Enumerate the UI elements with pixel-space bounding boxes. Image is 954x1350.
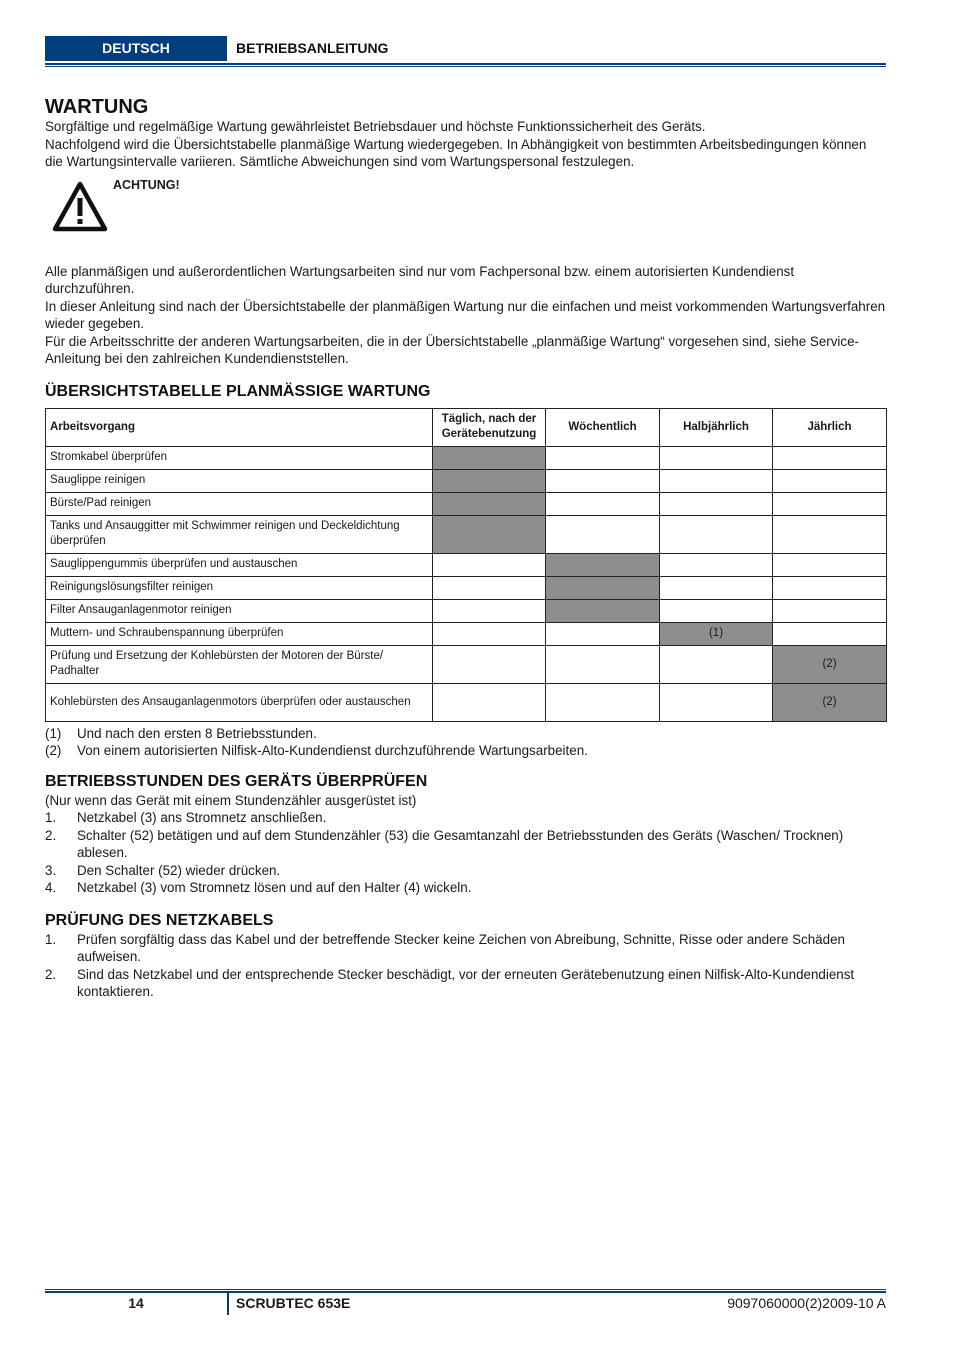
intro-paragraph-1: Sorgfältige und regelmäßige Wartung gewährleistet Betriebsdauer und höchste Funktionssicherheit des Geräts.: [45, 119, 706, 134]
table-body: [46, 446, 887, 721]
footer-rule-thin: [45, 1289, 886, 1290]
task-cell: Muttern- und Schraubenspannung überprüfen: [46, 622, 433, 645]
table-row: [46, 515, 887, 553]
interval-marker-cell: [546, 576, 660, 599]
warning-triangle-icon: [52, 181, 108, 233]
table-footnotes: [45, 725, 886, 760]
col-header-weekly: Wöchentlich: [546, 408, 660, 446]
empty-cell: [660, 576, 773, 599]
empty-cell: [433, 576, 546, 599]
empty-cell: [773, 515, 887, 553]
empty-cell: [660, 446, 773, 469]
empty-cell: [660, 515, 773, 553]
empty-cell: [773, 622, 887, 645]
list-item: 3. Den Schalter (52) wieder drücken.: [45, 862, 281, 878]
col-header-daily: Täglich, nach der Gerätebenutzung: [433, 408, 546, 446]
interval-marker-cell: (1): [660, 622, 773, 645]
interval-marker-cell: [433, 469, 546, 492]
footnote: (2) Von einem autorisierten Nilfisk-Alto-Kundendienst durchzuführende Wartungsarbeiten.: [45, 743, 588, 758]
interval-marker-cell: (2): [773, 645, 887, 683]
language-tab: DEUTSCH: [45, 36, 227, 61]
empty-cell: [660, 492, 773, 515]
empty-cell: [773, 576, 887, 599]
table-row: [46, 446, 887, 469]
empty-cell: [546, 446, 660, 469]
warning-label: ACHTUNG!: [113, 177, 180, 192]
table-row: [46, 469, 887, 492]
page-title: WARTUNG: [45, 96, 149, 118]
task-cell: Filter Ansauganlagenmotor reinigen: [46, 599, 433, 622]
empty-cell: [660, 599, 773, 622]
table-row: [46, 576, 887, 599]
task-cell: Reinigungslösungsfilter reinigen: [46, 576, 433, 599]
empty-cell: [546, 469, 660, 492]
empty-cell: [660, 683, 773, 721]
page-content: [45, 92, 886, 1001]
header-rule-thin: [45, 66, 886, 67]
table-heading: ÜBERSICHTSTABELLE PLANMÄSSIGE WARTUNG: [45, 382, 431, 400]
empty-cell: [660, 645, 773, 683]
task-cell: Tanks und Ansauggitter mit Schwimmer reinigen und Deckeldichtung überprüfen: [46, 515, 433, 553]
table-row: [46, 683, 887, 721]
empty-cell: [773, 599, 887, 622]
table-row: [46, 553, 887, 576]
table-row: [46, 599, 887, 622]
empty-cell: [546, 622, 660, 645]
body-paragraph-2: In dieser Anleitung sind nach der Übersichtstabelle der planmäßigen Wartung nur die einfachen und meist vorkommenden Wartungsverfahren wieder gegeben.: [45, 298, 886, 331]
footer-separator: [227, 1293, 229, 1315]
empty-cell: [433, 645, 546, 683]
empty-cell: [546, 683, 660, 721]
task-cell: Bürste/Pad reinigen: [46, 492, 433, 515]
empty-cell: [433, 683, 546, 721]
list-item: 1. Netzkabel (3) ans Stromnetz anschließen.: [45, 810, 327, 825]
task-cell: Prüfung und Ersetzung der Kohlebürsten der Motoren der Bürste/ Padhalter: [46, 645, 433, 683]
task-cell: Sauglippe reinigen: [46, 469, 433, 492]
model-name: SCRUBTEC 653E: [236, 1295, 351, 1311]
empty-cell: [773, 446, 887, 469]
body-paragraph-3: Für die Arbeitsschritte der anderen Wartungsarbeiten, die in der Übersichtstabelle „planmäßige Wartung“ vorgesehen sind, siehe Service-Anleitung bei den zahlreichen Kundendienststellen.: [45, 333, 860, 366]
hours-heading: BETRIEBSSTUNDEN DES GERÄTS ÜBERPRÜFEN: [45, 772, 428, 790]
hours-steps: [45, 809, 886, 897]
list-item: 4. Netzkabel (3) vom Stromnetz lösen und auf den Halter (4) wickeln.: [45, 880, 472, 895]
hours-note: (Nur wenn das Gerät mit einem Stundenzähler ausgerüstet ist): [45, 792, 417, 808]
header-rule: [45, 63, 886, 65]
empty-cell: [660, 469, 773, 492]
empty-cell: [773, 553, 887, 576]
interval-marker-cell: [546, 553, 660, 576]
body-paragraph-1: Alle planmäßigen und außerordentlichen Wartungsarbeiten sind nur vom Fachpersonal bzw. einem autorisierten Kundendienst durchzuführen.: [45, 263, 795, 296]
empty-cell: [546, 515, 660, 553]
empty-cell: [660, 553, 773, 576]
empty-cell: [773, 492, 887, 515]
col-header-task: Arbeitsvorgang: [46, 408, 433, 446]
manual-title: BETRIEBSANLEITUNG: [236, 40, 389, 56]
intro-paragraph-2: Nachfolgend wird die Übersichtstabelle planmäßige Wartung wiedergegeben. In Abhängigkeit von bestimmten Arbeitsbedingungen können die Wartungsintervalle variieren. Sämtliche Abweichungen sind vom Wartungspersonal festzulegen.: [45, 136, 867, 169]
empty-cell: [433, 599, 546, 622]
empty-cell: [433, 553, 546, 576]
empty-cell: [546, 492, 660, 515]
list-item: 2. Schalter (52) betätigen und auf dem Stundenzähler (53) die Gesamtanzahl der Betriebsstunden des Geräts (Waschen/ Trocknen) ablesen.: [45, 827, 844, 860]
interval-marker-cell: [546, 599, 660, 622]
task-cell: Sauglippengummis überprüfen und austauschen: [46, 553, 433, 576]
interval-marker-cell: [433, 446, 546, 469]
cable-steps: [45, 931, 886, 1001]
table-row: [46, 492, 887, 515]
list-item: 2. Sind das Netzkabel und der entsprechende Stecker beschädigt, vor der erneuten Gerätebenutzung einen Nilfisk-Alto-Kundendienst kontaktieren.: [45, 966, 855, 999]
empty-cell: [773, 469, 887, 492]
table-row: [46, 645, 887, 683]
maintenance-table: [45, 408, 887, 722]
col-header-yearly: Jährlich: [773, 408, 887, 446]
interval-marker-cell: [433, 492, 546, 515]
task-cell: Stromkabel überprüfen: [46, 446, 433, 469]
interval-marker-cell: [433, 515, 546, 553]
footer-rule: [45, 1291, 886, 1293]
task-cell: Kohlebürsten des Ansauganlagenmotors überprüfen oder austauschen: [46, 683, 433, 721]
table-row: [46, 622, 887, 645]
empty-cell: [433, 622, 546, 645]
list-item: 1. Prüfen sorgfältig dass das Kabel und der betreffende Stecker keine Zeichen von Abreibung, Schnitte, Risse oder andere Schäden aufweisen.: [45, 931, 845, 964]
warning-box: [45, 175, 886, 263]
interval-marker-cell: (2): [773, 683, 887, 721]
col-header-halfyear: Halbjährlich: [660, 408, 773, 446]
cable-heading: PRÜFUNG DES NETZKABELS: [45, 911, 274, 929]
empty-cell: [546, 645, 660, 683]
page-number: 14: [128, 1295, 144, 1311]
footnote: (1) Und nach den ersten 8 Betriebsstunden.: [45, 725, 317, 741]
document-code: 9097060000(2)2009-10 A: [727, 1295, 886, 1311]
